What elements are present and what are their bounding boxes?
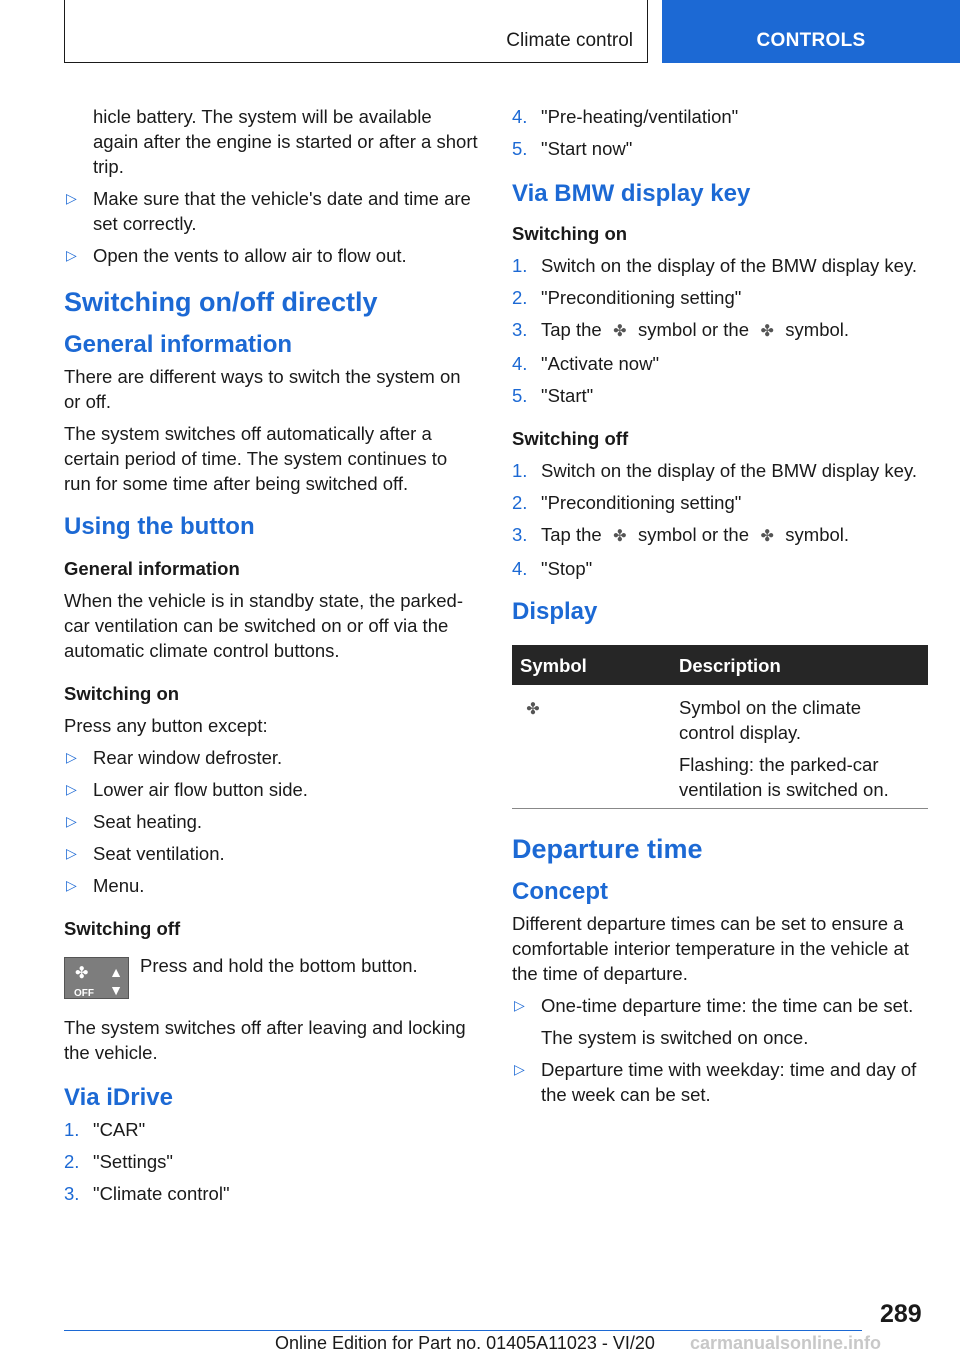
triangle-right-icon: ▷: [66, 877, 77, 893]
fan-icon: ✤: [613, 323, 627, 340]
list-item: ▷ Lower air flow button side.: [66, 779, 308, 800]
footer-divider: [64, 1330, 862, 1331]
table-cell-symbol: [512, 685, 671, 809]
list-item: 1. Switch on the display of the BMW display key.: [512, 255, 917, 276]
switch-off-text: Press and hold the bottom button.: [140, 955, 418, 976]
switch-off-note: The system switches off after leaving and locking the vehicle.: [64, 1017, 466, 1063]
list-item-subtext: The system is switched on once.: [541, 1027, 809, 1048]
list-item: 1. "CAR": [64, 1119, 146, 1140]
subheading-general-information: General information: [64, 558, 240, 579]
table-cell-description: Symbol on the climate control display. Flashing: the parked-car ventilation is switched on.: [671, 685, 928, 809]
switch-off-instruction: [64, 953, 479, 1001]
heading-display: Display: [512, 598, 598, 625]
heading-departure-time: Departure time: [512, 834, 703, 864]
right-column: [512, 104, 927, 1114]
fan-icon: ✤: [760, 323, 774, 340]
list-item: 2. "Preconditioning setting": [512, 492, 742, 513]
triangle-right-icon: ▷: [66, 813, 77, 829]
list-item: ▷ Seat ventilation.: [66, 843, 225, 864]
table-row: [512, 685, 928, 809]
page-number: 289: [880, 1300, 922, 1328]
left-column: [64, 104, 479, 1213]
list-item: 3. Tap the ✤ symbol or the ✤ symbol.: [512, 317, 927, 344]
triangle-right-icon: ▷: [514, 1061, 525, 1077]
heading-via-idrive: Via iDrive: [64, 1084, 173, 1111]
list-item: ▷ Rear window defroster.: [66, 747, 283, 768]
table-header-description: Description: [671, 645, 928, 685]
general-paragraph-1: There are different ways to switch the system on or off.: [64, 366, 461, 412]
fan-icon: ✤: [75, 965, 89, 982]
arrow-down-icon: ▼: [109, 982, 123, 998]
list-item: ▷ Departure time with weekday: time and day of the week can be set.: [514, 1059, 917, 1105]
triangle-right-icon: ▷: [66, 845, 77, 861]
subheading-switching-on: Switching on: [64, 683, 180, 704]
list-item: 2. "Settings": [64, 1151, 173, 1172]
list-item: 4. "Stop": [512, 558, 593, 579]
intro-continued: hicle battery. The system will be available again after the engine is started or after a short trip.: [93, 106, 478, 177]
general-paragraph-2: The system switches off automatically after a certain period of time. The system continues to run for some time after being switched off.: [64, 423, 448, 494]
heading-switching-directly: Switching on/off directly: [64, 287, 378, 317]
watermark: carmanualsonline.info: [690, 1333, 882, 1353]
switching-on-paragraph: Press any button except:: [64, 715, 268, 736]
triangle-right-icon: ▷: [514, 997, 525, 1013]
list-item: 3. Tap the ✤ symbol or the ✤ symbol.: [512, 522, 927, 549]
table-header-symbol: Symbol: [512, 645, 671, 685]
list-item: 4. "Activate now": [512, 353, 660, 374]
list-item: ▷ Menu.: [66, 875, 145, 896]
fan-icon: ✤: [613, 528, 627, 545]
fan-icon: ✤: [760, 528, 774, 545]
triangle-right-icon: ▷: [66, 247, 77, 263]
list-item: ▷ Make sure that the vehicle's date and time are set correctly.: [66, 188, 471, 234]
heading-via-display-key: Via BMW display key: [512, 180, 751, 207]
list-item: ▷ One-time departure time: the time can be set.: [514, 995, 914, 1016]
header-chapter-tab: CONTROLS: [662, 0, 960, 63]
list-item: 5. "Start": [512, 385, 594, 406]
subheading-switching-off: Switching off: [64, 918, 181, 939]
list-item: 2. "Preconditioning setting": [512, 287, 742, 308]
subheading-switching-on: Switching on: [512, 223, 628, 244]
list-item: 1. Switch on the display of the BMW display key.: [512, 460, 917, 481]
subheading-switching-off: Switching off: [512, 428, 629, 449]
list-item: ▷ Seat heating.: [66, 811, 203, 832]
list-item: ▷ Open the vents to allow air to flow out.: [66, 245, 407, 266]
list-item: 3. "Climate control": [64, 1183, 230, 1204]
header-section-box: [64, 0, 648, 63]
triangle-right-icon: ▷: [66, 781, 77, 797]
list-item: 5. "Start now": [512, 138, 633, 159]
heading-concept: Concept: [512, 878, 608, 905]
footer-edition: Online Edition for Part no. 01405A11023 - VI/20: [275, 1333, 655, 1353]
triangle-right-icon: ▷: [66, 190, 77, 206]
concept-paragraph: Different departure times can be set to ensure a comfortable interior temperature in the vehicle at the time of departure.: [512, 913, 909, 984]
button-general-paragraph: When the vehicle is in standby state, the parked-car ventilation can be switched on or off via the automatic climate control buttons.: [64, 590, 463, 661]
triangle-right-icon: ▷: [66, 749, 77, 765]
fan-icon: ✤: [526, 701, 540, 718]
symbol-table: [512, 645, 928, 809]
climate-button-image: [64, 957, 129, 999]
heading-using-button: Using the button: [64, 513, 255, 540]
list-item: 4. "Pre-heating/ventilation": [512, 106, 739, 127]
arrow-up-icon: ▲: [109, 964, 123, 980]
heading-general-information: General information: [64, 331, 293, 358]
header-section-title: Climate control: [506, 30, 633, 51]
off-label: OFF: [74, 988, 94, 999]
